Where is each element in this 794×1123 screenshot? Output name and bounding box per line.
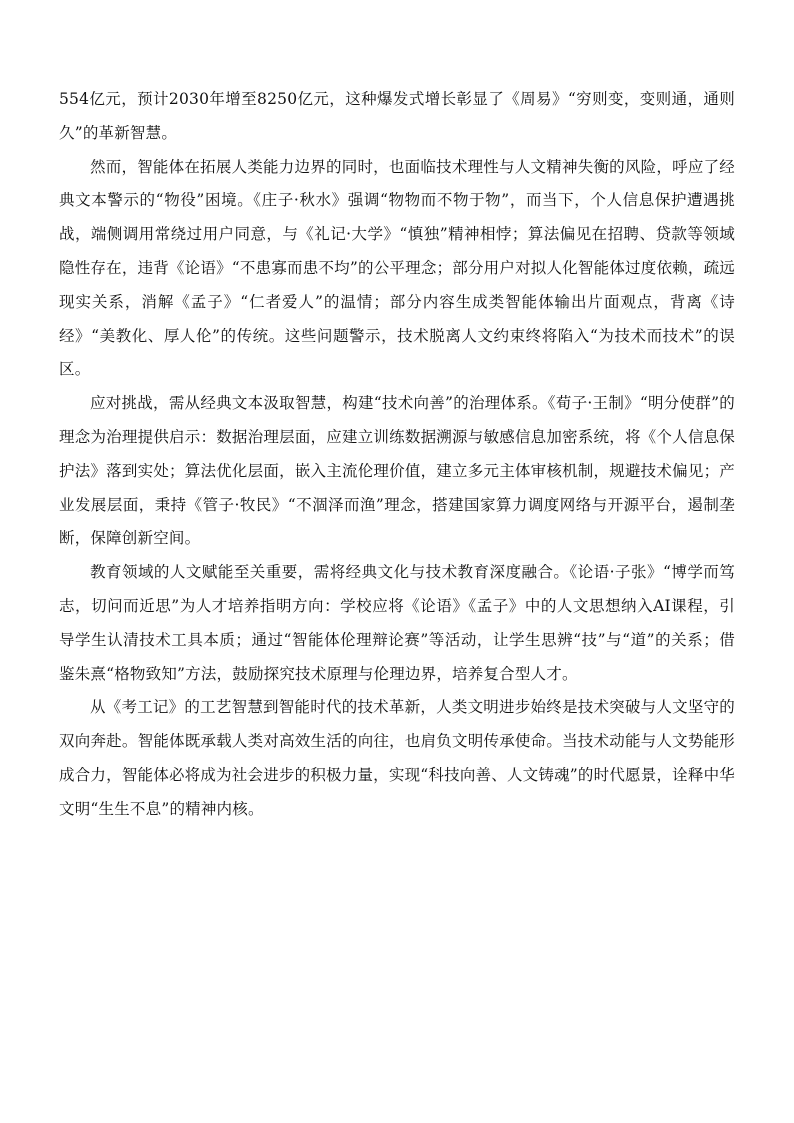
paragraph-continuation: 554亿元，预计2030年增至8250亿元，这种爆发式增长彰显了《周易》“穷则变，变则通，通则久”的革新智慧。 <box>59 90 735 142</box>
paragraph-education: 教育领域的人文赋能至关重要，需将经典文化与技术教育深度融合。《论语·子张》“博学而笃志，切问而近思”为人才培养指明方向：学校应将《论语》《孟子》中的人文思想纳入AI课程，引导学生认清技术工具本质；通过“智能体伦理辩论赛”等活动，让学生思辨“技”与“道”的关系；借鉴朱熹“格物致知”方法，鼓励探究技术原理与伦理边界，培养复合型人才。 <box>59 563 735 683</box>
paragraph-conclusion: 从《考工记》的工艺智慧到智能时代的技术革新，人类文明进步始终是技术突破与人文坚守的双向奔赴。智能体既承载人类对高效生活的向往，也肩负文明传承使命。当技术动能与人文势能形成合力，智能体必将成为社会进步的积极力量，实现“科技向善、人文铸魂”的时代愿景，诠释中华文明“生生不息”的精神内核。 <box>59 698 735 818</box>
document-body <box>59 83 735 827</box>
paragraph-governance: 应对挑战，需从经典文本汲取智慧，构建“技术向善”的治理体系。《荀子·王制》“明分使群”的理念为治理提供启示：数据治理层面，应建立训练数据溯源与敏感信息加密系统，将《个人信息保护法》落到实处；算法优化层面，嵌入主流伦理价值，建立多元主体审核机制，规避技术偏见；产业发展层面，秉持《管子·牧民》“不涸泽而渔”理念，搭建国家算力调度网络与开源平台，遏制垄断，保障创新空间。 <box>59 394 736 548</box>
paragraph-risks: 然而，智能体在拓展人类能力边界的同时，也面临技术理性与人文精神失衡的风险，呼应了经典文本警示的“物役”困境。《庄子·秋水》强调“物物而不物于物”，而当下，个人信息保护遭遇挑战，端侧调用常绕过用户同意，与《礼记·大学》“慎独”精神相悖；算法偏见在招聘、贷款等领域隐性存在，违背《论语》“不患寡而患不均”的公平理念；部分用户对拟人化智能体过度依赖，疏远现实关系，消解《孟子》“仁者爱人”的温情；部分内容生成类智能体输出片面观点，背离《诗经》“美教化、厚人伦”的传统。这些问题警示，技术脱离人文约束终将陷入“为技术而技术”的误区。 <box>59 157 735 379</box>
